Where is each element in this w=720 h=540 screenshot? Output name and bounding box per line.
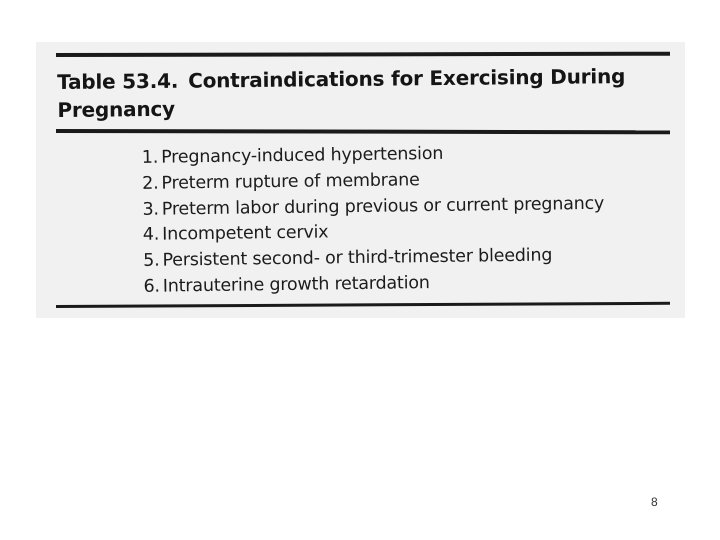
list-item-text: Intrauterine growth retardation (162, 273, 430, 297)
table-title: Contraindications for Exercising During (188, 64, 626, 93)
scanned-table-image (36, 42, 685, 318)
table-top-rule (56, 52, 670, 57)
list-item-text: Preterm rupture of membrane (161, 169, 420, 194)
list-item-text: Preterm labor during previous or current pregnancy (161, 193, 605, 220)
table-caption (57, 62, 658, 124)
page-number: 8 (651, 495, 658, 509)
list-item (131, 269, 606, 301)
list-item-index: 1. (141, 147, 159, 168)
list-item-text: Pregnancy-induced hypertension (161, 143, 444, 168)
list-item-index: 5. (143, 250, 160, 272)
list-item-index: 2. (142, 173, 159, 194)
list-item-index: 6. (143, 276, 160, 297)
list-item-index: 3. (142, 199, 159, 220)
table-title-continuation: Pregnancy (57, 96, 176, 122)
list-item-text: Persistent second- or third-trimester bleeding (162, 245, 553, 271)
list-item-text: Incompetent cervix (162, 222, 329, 245)
table-bottom-rule (56, 302, 670, 308)
table-header-rule (56, 129, 670, 134)
table-number: Table 53.4. (57, 68, 179, 94)
list-item-index: 4. (142, 225, 160, 246)
contraindications-list (129, 140, 605, 301)
